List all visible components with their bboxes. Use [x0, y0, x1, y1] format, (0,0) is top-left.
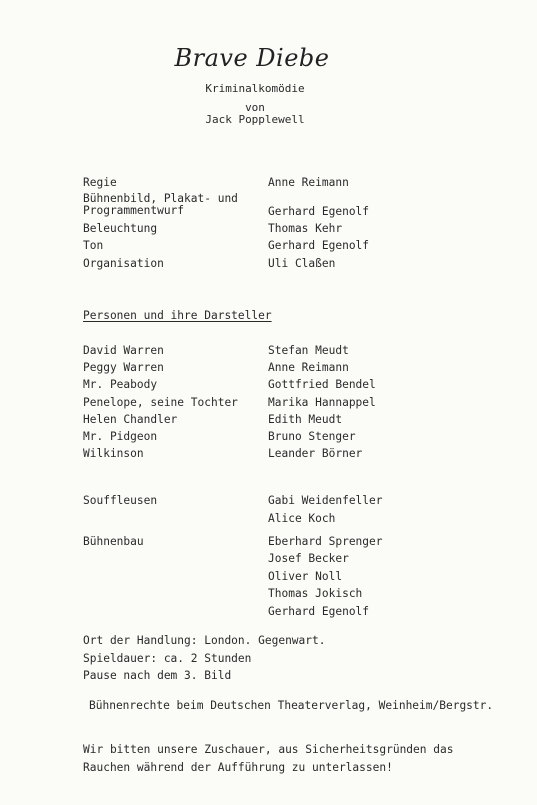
cast-actor: Edith Meudt	[268, 413, 343, 426]
setting-line: Ort der Handlung: London. Gegenwart.	[83, 634, 326, 647]
buehnenbau-name: Josef Becker	[268, 552, 349, 565]
cast-actor: Anne Reimann	[268, 361, 349, 374]
cast-role: David Warren	[83, 344, 164, 357]
notice-line-1: Wir bitten unsere Zuschauer, aus Sicherheitsgründen das	[83, 743, 454, 756]
cast-role: Wilkinson	[83, 447, 144, 460]
crew-role: Bühnenbild, Plakat- und Programmentwurf	[83, 192, 238, 217]
cast-heading: Personen und ihre Darsteller	[83, 309, 272, 322]
cast-role: Penelope, seine Tochter	[83, 396, 238, 409]
buehnenbau-name: Eberhard Sprenger	[268, 535, 383, 548]
von-line: von	[245, 101, 265, 114]
buehnenbau-name: Oliver Noll	[268, 570, 343, 583]
cast-role: Helen Chandler	[83, 413, 178, 426]
crew-role: Beleuchtung	[83, 222, 158, 235]
cast-actor: Bruno Stenger	[268, 430, 356, 443]
intermission-line: Pause nach dem 3. Bild	[83, 669, 232, 682]
buehnenbau-label: Bühnenbau	[83, 535, 144, 548]
crew-name: Gerhard Egenolf	[268, 239, 370, 252]
cast-role: Peggy Warren	[83, 361, 164, 374]
buehnenbau-name: Gerhard Egenolf	[268, 605, 370, 618]
duration-line: Spieldauer: ca. 2 Stunden	[83, 652, 252, 665]
cast-actor: Stefan Meudt	[268, 344, 349, 357]
crew-role: Ton	[83, 239, 104, 252]
cast-role: Mr. Peabody	[83, 378, 158, 391]
crew-name: Gerhard Egenolf	[268, 205, 370, 218]
crew-name: Thomas Kehr	[268, 222, 343, 235]
cast-actor: Gottfried Bendel	[268, 378, 376, 391]
souffleusen-name: Alice Koch	[268, 512, 336, 525]
cast-actor: Leander Börner	[268, 447, 363, 460]
crew-name: Anne Reimann	[268, 176, 349, 189]
crew-name: Uli Claßen	[268, 257, 336, 270]
souffleusen-label: Souffleusen	[83, 494, 158, 507]
play-title: Brave Diebe	[174, 44, 330, 72]
cast-actor: Marika Hannappel	[268, 396, 376, 409]
crew-role: Organisation	[83, 257, 164, 270]
cast-role: Mr. Pidgeon	[83, 430, 158, 443]
rights-line: Bühnenrechte beim Deutschen Theaterverlag, Weinheim/Bergstr.	[89, 699, 494, 712]
genre-line: Kriminalkomödie	[205, 82, 305, 95]
crew-role: Regie	[83, 176, 117, 189]
notice-line-2: Rauchen während der Aufführung zu unterlassen!	[83, 761, 393, 774]
author-line: Jack Popplewell	[205, 113, 305, 126]
buehnenbau-name: Thomas Jokisch	[268, 587, 363, 600]
souffleusen-name: Gabi Weidenfeller	[268, 494, 383, 507]
